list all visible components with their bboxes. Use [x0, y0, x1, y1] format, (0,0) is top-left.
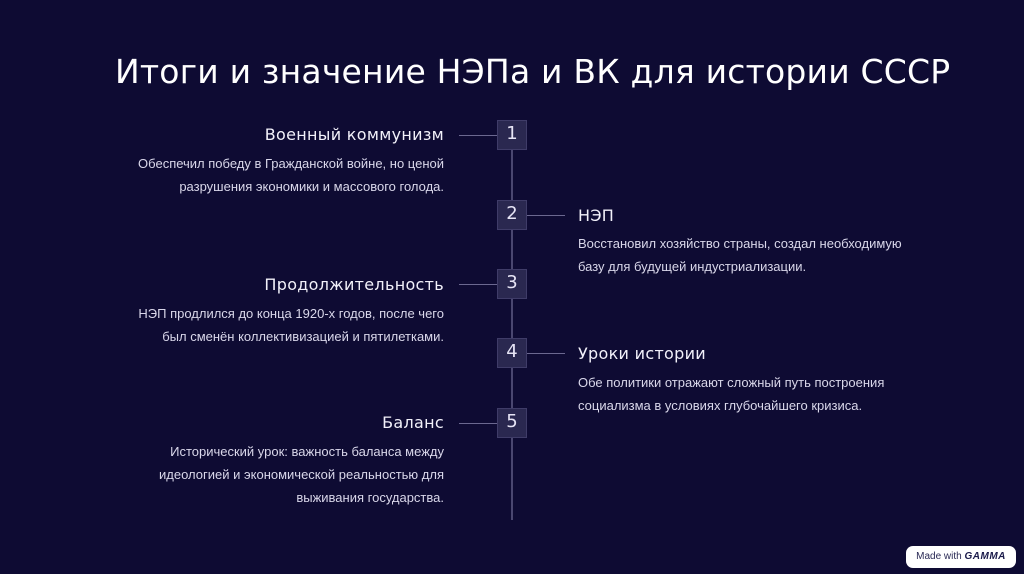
timeline-item-text: Исторический урок: важность баланса между идеологией и экономической реальностью для выживания государства.	[159, 444, 444, 505]
timeline-item-text: Обеспечил победу в Гражданской войне, но ценой разрушения экономики и массового голода.	[138, 156, 444, 194]
timeline-node-3: 3	[497, 269, 527, 299]
timeline-node-2: 2	[497, 200, 527, 230]
made-with-gamma-badge[interactable]	[906, 546, 1016, 568]
gamma-logo: GAMMA	[964, 551, 1006, 562]
timeline-connector	[459, 423, 497, 424]
timeline-node-1: 1	[497, 120, 527, 150]
timeline-item-title: Военный коммунизм	[264, 125, 444, 144]
timeline-item-text: Обе политики отражают сложный путь построения социализма в условиях глубочайшего кризиса.	[578, 375, 885, 413]
slide-title: Итоги и значение НЭПа и ВК для истории СССР	[115, 52, 951, 91]
timeline-item-title: НЭП	[578, 206, 615, 225]
timeline-connector	[459, 284, 497, 285]
timeline-item-title: Продолжительность	[264, 275, 444, 294]
timeline-item-title: Уроки истории	[578, 344, 707, 363]
timeline-item-title: Баланс	[382, 413, 444, 432]
timeline-connector	[459, 135, 497, 136]
timeline-node-4: 4	[497, 338, 527, 368]
badge-prefix: Made with	[916, 551, 962, 562]
timeline-line	[511, 135, 513, 520]
timeline-item-text: Восстановил хозяйство страны, создал необходимую базу для будущей индустриализации.	[578, 236, 902, 274]
timeline-item-text: НЭП продлился до конца 1920-х годов, после чего был сменён коллективизацией и пятилетками.	[138, 306, 444, 344]
timeline-node-5: 5	[497, 408, 527, 438]
timeline-connector	[527, 215, 565, 216]
timeline-connector	[527, 353, 565, 354]
